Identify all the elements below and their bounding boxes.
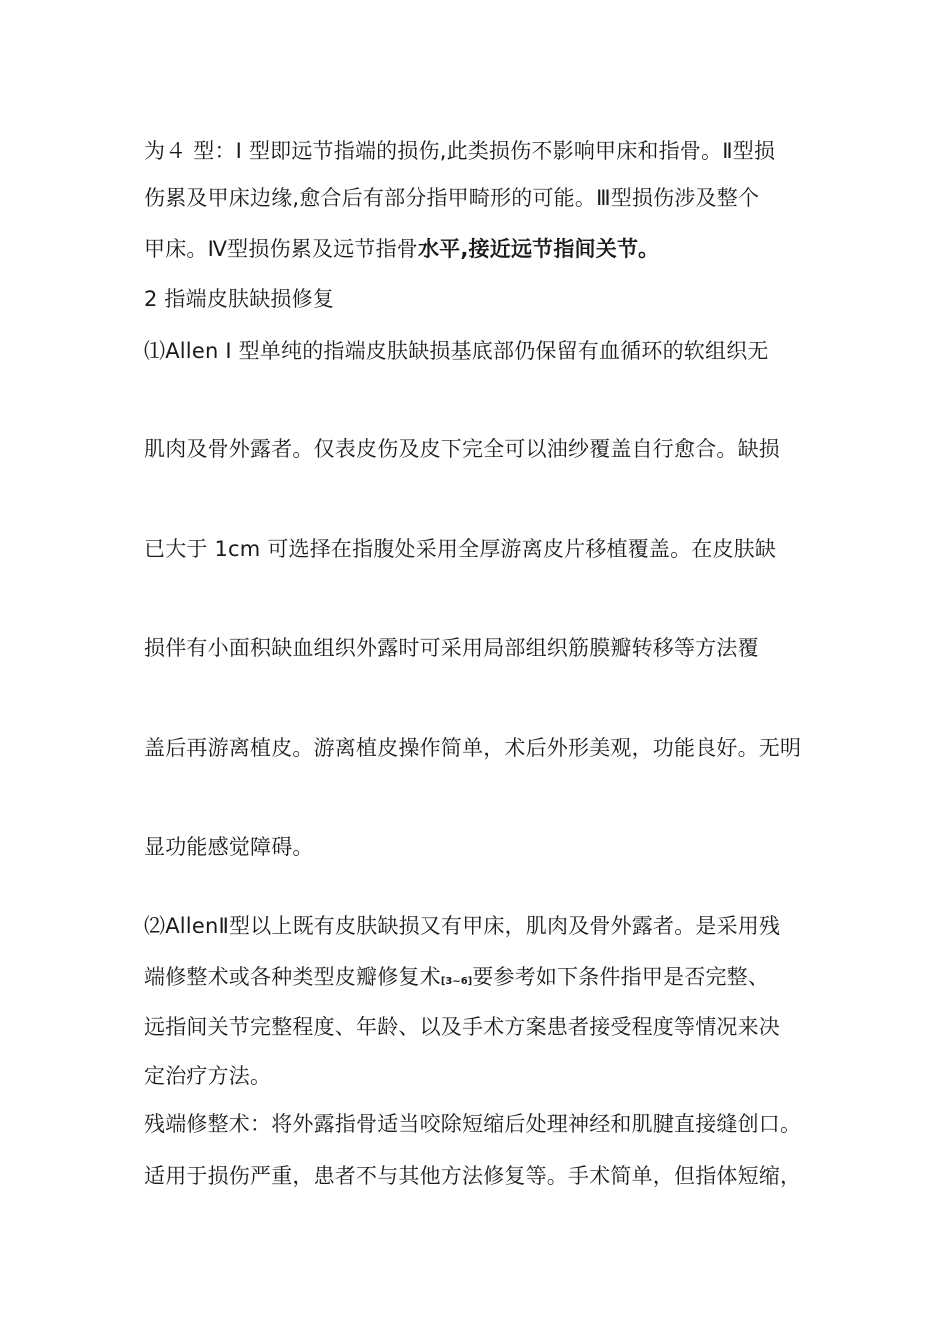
text-line-15-text: 残端修整术：将外露指骨适当咬除短缩后处理神经和肌腱直接缝创口。 (144, 1112, 802, 1136)
text-line-12-after: 要参考如下条件指甲是否完整、 (472, 965, 770, 989)
section-heading (144, 284, 334, 314)
text-line-5 (144, 336, 769, 366)
text-line-1 (144, 136, 775, 166)
text-line-7-text: 已大于 1cm 可选择在指腹处采用全厚游离皮片移植覆盖。在皮肤缺 (144, 537, 777, 561)
text-line-6 (144, 434, 780, 464)
text-line-9 (144, 733, 801, 763)
text-line-9-text: 盖后再游离植皮。游离植皮操作简单，术后外形美观，功能良好。无明 (144, 736, 802, 760)
text-line-3 (144, 234, 659, 264)
text-line-10 (144, 832, 314, 862)
text-line-7 (144, 534, 776, 564)
text-line-1-text: 为４ 型：I 型即远节指端的损伤,此类损伤不影响甲床和指骨。Ⅱ型损 (144, 139, 776, 163)
text-line-3-bold: 水平,接近远节指间关节。 (417, 237, 660, 261)
text-line-15 (144, 1109, 801, 1139)
text-line-2-text: 伤累及甲床边缘,愈合后有部分指甲畸形的可能。Ⅲ型损伤涉及整个 (144, 186, 760, 210)
citation-superscript: [3~6] (440, 976, 473, 987)
text-line-16-text: 适用于损伤严重，患者不与其他方法修复等。手术简单，但指体短缩， (144, 1164, 802, 1188)
text-line-11-text: ⑵AllenⅡ型以上既有皮肤缺损又有甲床，肌肉及骨外露者。是采用残 (144, 914, 781, 938)
text-line-2 (144, 183, 759, 213)
text-line-13-text: 远指间关节完整程度、年龄、以及手术方案患者接受程度等情况来决 (144, 1015, 780, 1039)
text-line-8 (144, 633, 759, 663)
text-line-5-text: ⑴Allen I 型单纯的指端皮肤缺损基底部仍保留有血循环的软组织无 (144, 339, 769, 363)
text-line-8-text: 损伴有小面积缺血组织外露时可采用局部组织筋膜瓣转移等方法覆 (144, 636, 759, 660)
text-line-13 (144, 1012, 780, 1042)
text-line-3-text: 甲床。Ⅳ型损伤累及远节指骨 (144, 237, 418, 261)
text-line-12-text: 端修整术或各种类型皮瓣修复术 (144, 965, 441, 989)
text-line-6-text: 肌肉及骨外露者。仅表皮伤及皮下完全可以油纱覆盖自行愈合。缺损 (144, 437, 780, 461)
text-line-11 (144, 911, 780, 941)
text-line-14 (144, 1061, 271, 1091)
text-line-12 (144, 962, 769, 997)
section-heading-text: 2 指端皮肤缺损修复 (144, 287, 335, 311)
text-line-14-text: 定治疗方法。 (144, 1064, 272, 1088)
text-line-10-text: 显功能感觉障碍。 (144, 835, 314, 859)
text-line-16 (144, 1161, 801, 1191)
